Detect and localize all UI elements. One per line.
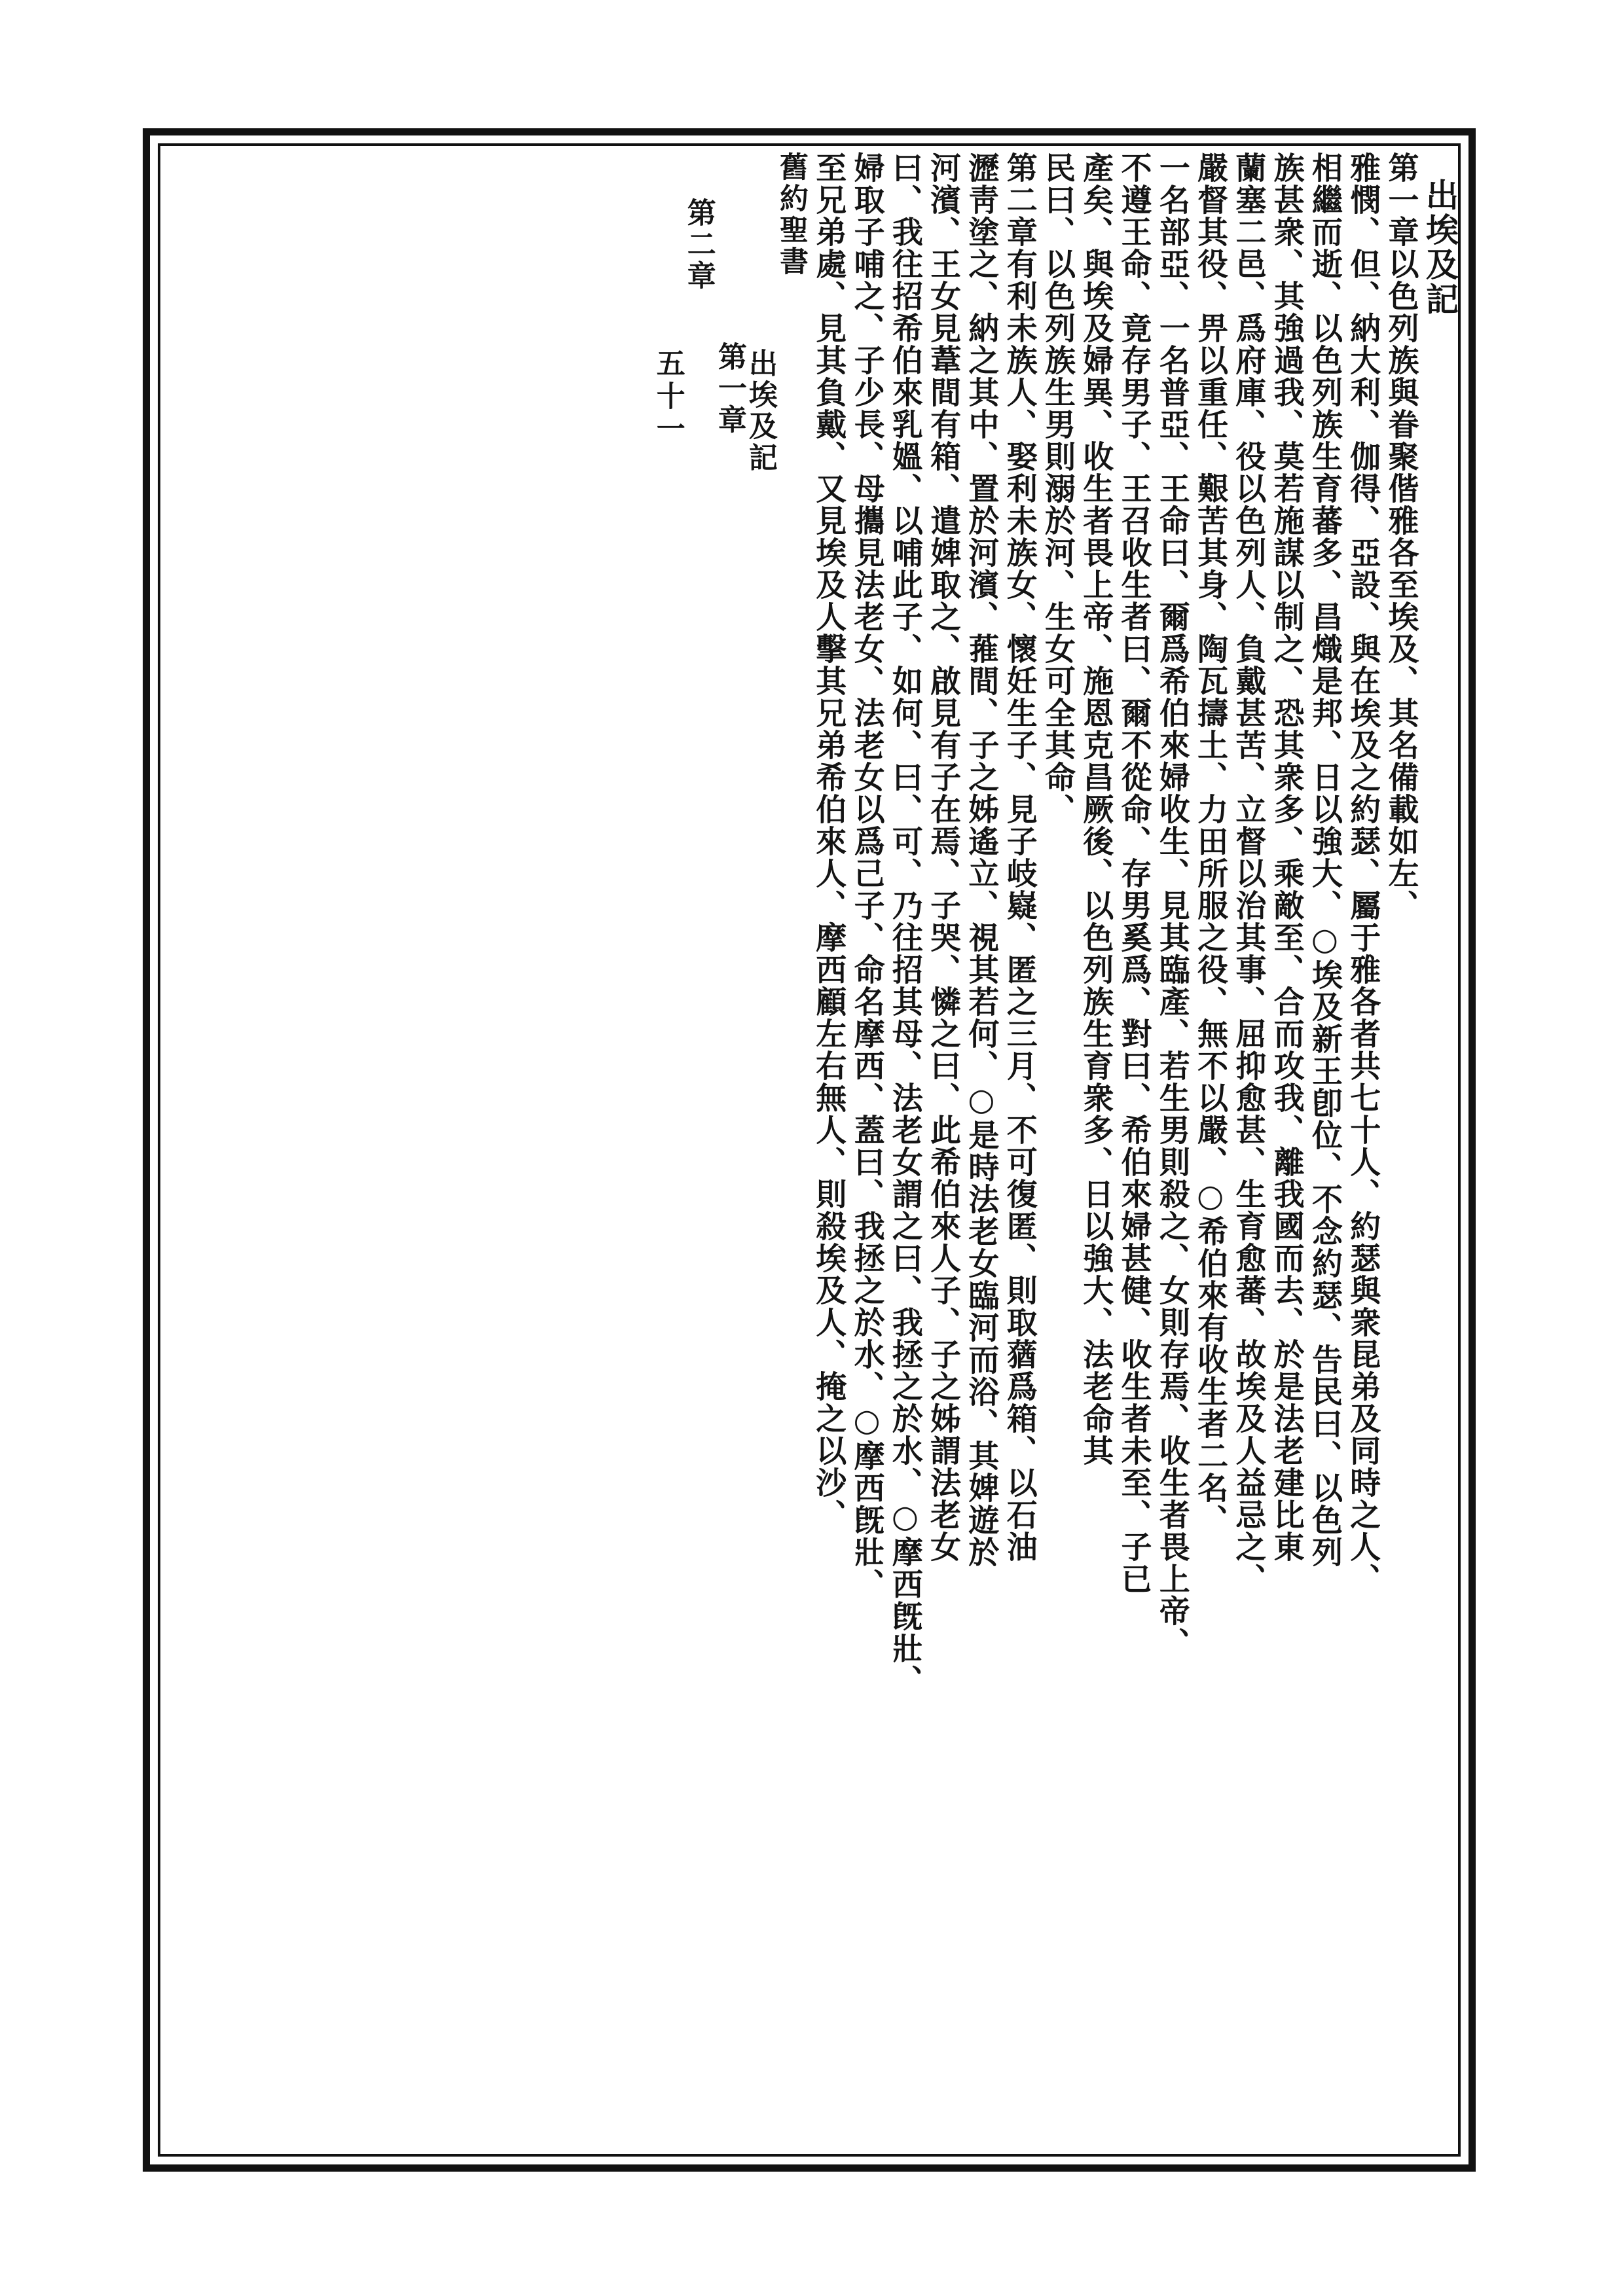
text-column-4: 族甚衆、其強過我、莫若施謀以制之、恐其衆多、乘敵至、合而攻我、離我國而去、於是法老建比東: [1268, 152, 1305, 1563]
text-column-14: 曰、我往招希伯來乳媼、以哺此子、如何、曰、可、乃往招其母、法老女謂之曰、我拯之於水、○摩西旣壯、: [886, 152, 923, 1696]
text-column-9: 產矣、與埃及婦異、收生者畏上帝、施恩克昌厥後、以色列族生育衆多、日以強大、法老命其: [1078, 152, 1114, 1467]
text-column-6: 嚴督其役、畀以重任、艱苦其身、陶瓦擣土、力田所服之役、無不以嚴、○希伯來有收生者二名、: [1192, 152, 1229, 1536]
folio-number: 五十一: [651, 348, 685, 446]
text-column-11: 第二章有利未族人、娶利未族女、懷妊生子、見子岐嶷、匿之三月、不可復匿、則取蕕爲箱、以石油: [1001, 152, 1038, 1563]
page-text-area: [164, 152, 1460, 2148]
text-column-2: 雅憫、但、納大利、伽得、亞設、與在埃及之約瑟、屬于雅各者共七十人、約瑟與衆昆弟及同時之人、: [1345, 152, 1381, 1595]
text-column-5: 蘭塞二邑、爲府庫、役以色列人、負戴甚苦、立督以治其事、屈抑愈甚、生育愈蕃、故埃及人益忌之、: [1230, 152, 1267, 1595]
page-title: 出埃及記: [1421, 178, 1459, 317]
running-head-column: [650, 152, 809, 2089]
text-column-3: 相繼而逝、以色列族生育蕃多、昌熾是邦、日以強大、○埃及新王卽位、不念約瑟、告民曰、以色列: [1306, 152, 1343, 1568]
chapter-heads: 第一章: [712, 342, 746, 436]
book-title: 舊約聖書: [775, 152, 808, 278]
text-column-8: 不遵王命、竟存男子、王召收生者曰、爾不從命、存男奚爲、對曰、希伯來婦甚健、收生者未至、子已: [1116, 152, 1152, 1595]
text-column-1: 第一章以色列族與眷聚偕雅各至埃及、其名備載如左、: [1383, 152, 1419, 922]
text-column-13: 河濱、王女見葦間有箱、遣婢取之、啟見有子在焉、子哭、憐之曰、此希伯來人子、子之姊謂法老女: [925, 152, 962, 1563]
text-column-16: 至兄弟處、見其負戴、又見埃及人擊其兄弟希伯來人、摩西顧左右無人、則殺埃及人、掩之以沙、: [811, 152, 847, 1531]
running-head: 出埃及記: [743, 348, 777, 474]
text-column-15: 婦取子哺之、子少長、母攜見法老女、法老女以爲己子、命名摩西、蓋曰、我拯之於水、○摩西旣壯、: [848, 152, 885, 1600]
text-column-12: 瀝靑塗之、納之其中、置於河濱、蓷間、子之姊遙立、視其若何、○是時法老女臨河而浴、其婢遊於: [963, 152, 1000, 1568]
text-column-10: 民曰、以色列族生男則溺於河、生女可全其命、: [1039, 152, 1076, 825]
chapter-head-2: 第二章: [682, 198, 716, 292]
text-column-7: 一名部亞、一名普亞、王命曰、爾爲希伯來婦收生、見其臨產、若生男則殺之、女則存焉、收生者畏上帝、: [1154, 152, 1190, 1659]
